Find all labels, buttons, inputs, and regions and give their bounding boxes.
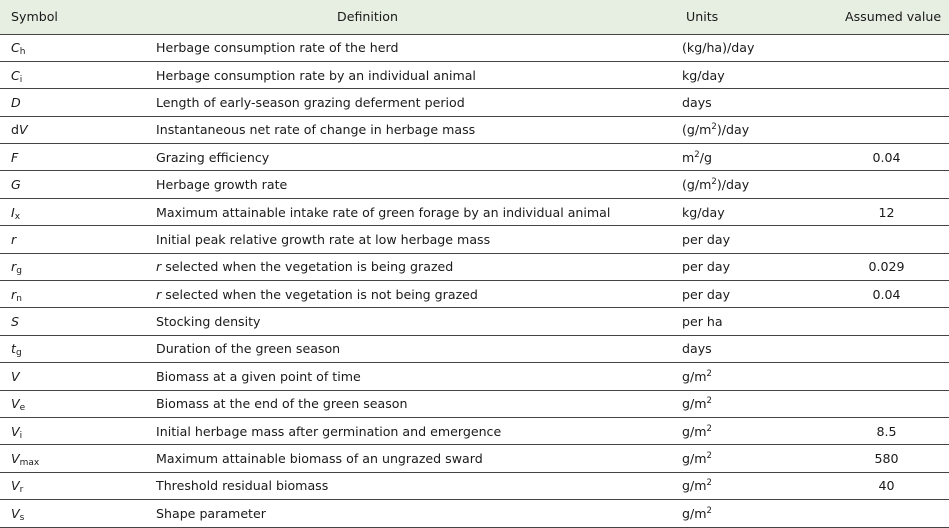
symbol-letter: r	[11, 286, 17, 302]
table-row	[0, 281, 949, 308]
assumed-value-cell: 0.029	[868, 259, 905, 275]
symbol-letter: C	[11, 40, 20, 56]
symbol-cell	[0, 171, 155, 198]
table-row	[0, 308, 949, 335]
symbol-letter: D	[11, 94, 21, 110]
symbol-cell	[0, 89, 155, 116]
assumed-value-cell: 8.5	[876, 423, 897, 439]
symbol-subscript: max	[19, 458, 40, 469]
units-cell: $(g/m^2)$/day	[682, 177, 750, 193]
symbol-prefix: d	[11, 122, 19, 138]
table-row	[0, 61, 949, 88]
definition-cell: Biomass at a given point of time	[156, 368, 361, 384]
definition-cell: Herbage growth rate	[156, 177, 288, 193]
symbol-cell	[0, 363, 155, 390]
symbol-subscript: e	[19, 403, 26, 414]
table-row	[0, 390, 949, 417]
symbol-letter: V	[11, 423, 20, 439]
definition-cell: Maximum attainable biomass of an ungrazed sward	[156, 451, 483, 467]
table-row	[0, 171, 949, 198]
unit-exponent: 2	[706, 478, 712, 489]
assumed-value-cell	[830, 363, 949, 390]
table-row	[0, 472, 949, 499]
assumed-value-cell: 40	[878, 478, 895, 494]
symbol-letter: r	[11, 259, 17, 275]
symbol-cell	[0, 500, 155, 527]
symbol-subscript: g	[15, 348, 22, 359]
assumed-value-cell	[830, 89, 949, 116]
table-row	[0, 144, 949, 171]
column-header-units: Units	[686, 9, 719, 25]
assumed-value-cell: 0.04	[872, 149, 901, 165]
symbol-cell	[0, 417, 155, 444]
symbol-letter: V	[11, 396, 20, 412]
column-header-symbol: Symbol	[11, 9, 58, 25]
assumed-value-cell	[830, 308, 949, 335]
symbol-letter: V	[11, 478, 20, 494]
symbol-subscript: i	[19, 74, 23, 85]
definition-cell: Grazing efficiency	[156, 149, 270, 165]
definition-cell: r selected when the vegetation is not being grazed	[156, 286, 478, 302]
assumed-value-cell	[830, 171, 949, 198]
units-cell: $(g/m^2)$/day	[682, 122, 750, 138]
symbol-subscript: s	[19, 512, 25, 523]
symbol-subscript: n	[16, 293, 22, 304]
definition-cell: Initial peak relative growth rate at low herbage mass	[156, 231, 491, 247]
symbol-letter: F	[11, 149, 19, 165]
symbol-cell	[0, 390, 155, 417]
symbol-subscript: i	[19, 430, 23, 441]
assumed-value-cell	[830, 116, 949, 143]
table-header-row	[0, 0, 949, 34]
table-row	[0, 198, 949, 225]
assumed-value-cell: 580	[874, 451, 899, 467]
unit-exponent: 2	[706, 451, 712, 462]
units-cell: $g/m^2$	[682, 505, 712, 521]
table-row	[0, 226, 949, 253]
units-cell: $g/m^2$	[682, 368, 712, 384]
definition-cell: Duration of the green season	[156, 341, 341, 357]
assumed-value-cell	[830, 34, 949, 61]
symbol-cell	[0, 226, 155, 253]
symbol-letter: C	[11, 67, 20, 83]
assumed-value-cell	[830, 390, 949, 417]
symbol-cell	[0, 253, 155, 280]
symbol-subscript: r	[19, 485, 24, 496]
definition-cell: Instantaneous net rate of change in herbage mass	[156, 122, 476, 138]
symbol-letter: t	[11, 341, 16, 357]
assumed-value-cell	[830, 500, 949, 527]
definition-cell: Initial herbage mass after germination and emergence	[156, 423, 502, 439]
symbol-cell	[0, 144, 155, 171]
unit-exponent: 2	[706, 423, 712, 434]
units-cell: per day	[682, 286, 731, 302]
symbol-reference: r	[156, 286, 162, 302]
symbol-cell	[0, 198, 155, 225]
units-cell: days	[682, 341, 712, 357]
symbol-cell	[0, 61, 155, 88]
symbol-cell	[0, 34, 155, 61]
table-row	[0, 500, 949, 527]
definition-cell: Shape parameter	[156, 505, 266, 521]
units-cell: $m^2/g$	[682, 149, 712, 165]
table-row	[0, 445, 949, 472]
assumed-value-cell: 12	[878, 204, 895, 220]
symbol-subscript: h	[19, 47, 26, 58]
table-row	[0, 363, 949, 390]
units-cell: days	[682, 94, 712, 110]
table-row	[0, 116, 949, 143]
symbol-reference: r	[156, 259, 162, 275]
symbol-letter: I	[11, 204, 15, 220]
symbol-cell	[0, 445, 155, 472]
symbol-letter: V	[19, 122, 28, 138]
units-cell: kg/day	[682, 67, 725, 83]
units-cell: per day	[682, 231, 731, 247]
assumed-value-cell	[830, 335, 949, 362]
definition-cell: Biomass at the end of the green season	[156, 396, 408, 412]
symbol-cell	[0, 116, 155, 143]
units-cell: per day	[682, 259, 731, 275]
units-cell: (kg/ha)/day	[682, 40, 755, 56]
definition-cell: Maximum attainable intake rate of green forage by an individual animal	[156, 204, 611, 220]
assumed-value-cell	[830, 61, 949, 88]
definition-cell: Length of early-season grazing deferment period	[156, 94, 465, 110]
units-cell: $g/m^2$	[682, 423, 712, 439]
symbol-cell	[0, 335, 155, 362]
table-row	[0, 335, 949, 362]
symbol-cell	[0, 472, 155, 499]
symbol-cell	[0, 281, 155, 308]
table-row	[0, 417, 949, 444]
symbol-letter: G	[11, 177, 21, 193]
symbol-letter: V	[11, 451, 20, 467]
unit-exponent: 2	[706, 396, 712, 407]
unit-exponent: 2	[694, 149, 700, 160]
column-header-assumed-value: Assumed value	[845, 9, 942, 25]
definition-cell: r selected when the vegetation is being grazed	[156, 259, 454, 275]
symbol-letter: r	[11, 231, 17, 247]
units-cell: per ha	[682, 314, 723, 330]
symbol-letter: V	[11, 368, 20, 384]
unit-exponent: 2	[706, 505, 712, 516]
assumed-value-cell: 0.04	[872, 286, 901, 302]
definition-cell: Threshold residual biomass	[156, 478, 329, 494]
symbol-letter: S	[11, 314, 19, 330]
table-row	[0, 253, 949, 280]
unit-exponent: 2	[706, 368, 712, 379]
table-row	[0, 89, 949, 116]
symbol-subscript: x	[14, 211, 21, 222]
symbol-letter: V	[11, 505, 20, 521]
unit-exponent: 2	[711, 122, 717, 133]
definition-cell: Herbage consumption rate by an individual animal	[156, 67, 476, 83]
definition-cell: Herbage consumption rate of the herd	[156, 40, 399, 56]
units-cell: kg/day	[682, 204, 725, 220]
units-cell: $g/m^2$	[682, 451, 712, 467]
units-cell: $g/m^2$	[682, 396, 712, 412]
table-row	[0, 34, 949, 61]
column-header-definition: Definition	[337, 9, 398, 25]
table-body	[0, 34, 949, 527]
units-cell: $g/m^2$	[682, 478, 712, 494]
assumed-value-cell	[830, 226, 949, 253]
definition-cell: Stocking density	[156, 314, 261, 330]
symbol-cell	[0, 308, 155, 335]
unit-exponent: 2	[711, 177, 717, 188]
symbol-subscript: g	[16, 266, 22, 277]
